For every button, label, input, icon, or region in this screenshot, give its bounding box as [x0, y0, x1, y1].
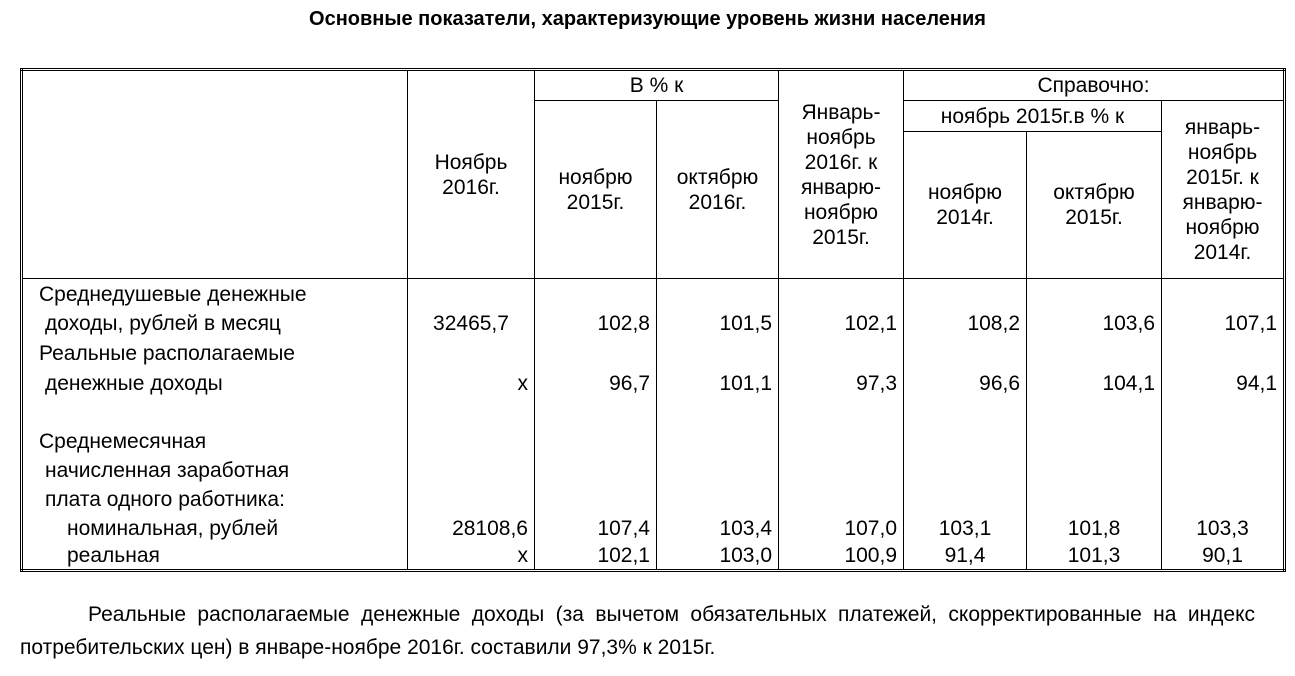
table-cell: 91,4	[904, 543, 1027, 571]
table-row	[22, 427, 1285, 456]
table-cell: 28108,6	[408, 514, 535, 543]
indicators-table	[20, 68, 1286, 572]
table-cell: 103,1	[904, 514, 1027, 543]
header-oct2016: октябрю 2016г.	[657, 101, 779, 279]
header-oct2015: октябрю 2015г.	[1027, 132, 1162, 279]
table-row	[22, 279, 1285, 309]
page-title: Основные показатели, характеризующие уровень жизни населения	[309, 8, 986, 30]
table-cell: 103,3	[1162, 514, 1285, 543]
table-row	[22, 309, 1285, 339]
table-cell: 104,1	[1027, 369, 1162, 399]
table-cell: 101,8	[1027, 514, 1162, 543]
row-label: реальная	[22, 543, 408, 571]
table-row	[22, 369, 1285, 399]
table-cell: 102,1	[779, 309, 904, 339]
table-row	[22, 339, 1285, 369]
table-cell: 103,0	[657, 543, 779, 571]
row-label: Реальные располагаемые	[22, 339, 408, 369]
table-cell: 102,1	[535, 543, 657, 571]
table-row-spacer	[22, 399, 1285, 427]
table-cell: 96,6	[904, 369, 1027, 399]
table-cell: 101,5	[657, 309, 779, 339]
table-row	[22, 456, 1285, 485]
row-label: плата одного работника:	[22, 485, 408, 514]
table-cell: 103,4	[657, 514, 779, 543]
header-nov2016: Ноябрь 2016г.	[408, 70, 535, 279]
table-cell: 107,0	[779, 514, 904, 543]
table-cell: 101,1	[657, 369, 779, 399]
row-label: доходы, рублей в месяц	[22, 309, 408, 339]
row-label: денежные доходы	[22, 369, 408, 399]
table-cell: 97,3	[779, 369, 904, 399]
table-cell: 32465,7	[408, 309, 535, 339]
header-pct-group: В % к	[535, 70, 779, 101]
row-label: начисленная заработная	[22, 456, 408, 485]
table-row	[22, 514, 1285, 543]
header-jan-nov2015: январь-ноябрь 2015г. к январю-ноябрю 2014г.	[1162, 101, 1285, 279]
header-ref-group: Справочно:	[904, 70, 1285, 101]
table-cell: 101,3	[1027, 543, 1162, 571]
table-cell: 108,2	[904, 309, 1027, 339]
table-cell: х	[408, 369, 535, 399]
header-jan-nov2016: Январь-ноябрь 2016г. к январю-ноябрю 2015г.	[779, 70, 904, 279]
table-cell: 100,9	[779, 543, 904, 571]
table-row	[22, 485, 1285, 514]
row-label: Среднедушевые денежные	[22, 279, 408, 309]
header-empty	[22, 70, 408, 279]
row-label: номинальная, рублей	[22, 514, 408, 543]
header-nov2014: ноябрю 2014г.	[904, 132, 1027, 279]
table-cell: 107,1	[1162, 309, 1285, 339]
table-cell: 107,4	[535, 514, 657, 543]
table-cell: 94,1	[1162, 369, 1285, 399]
body-paragraph: Реальные располагаемые денежные доходы (за вычетом обязательных платежей, скорректированные на индекс потребительских цен) в январе-ноябре 2016г. составили 97,3% к 2015г.	[20, 603, 1255, 659]
table-row	[22, 543, 1285, 571]
table-cell: 103,6	[1027, 309, 1162, 339]
table-cell: 90,1	[1162, 543, 1285, 571]
table-cell: х	[408, 543, 535, 571]
header-nov2015: ноябрю 2015г.	[535, 101, 657, 279]
table-cell: 102,8	[535, 309, 657, 339]
header-ref-sub: ноябрь 2015г.в % к	[904, 101, 1162, 132]
row-label: Среднемесячная	[22, 427, 408, 456]
table-cell: 96,7	[535, 369, 657, 399]
